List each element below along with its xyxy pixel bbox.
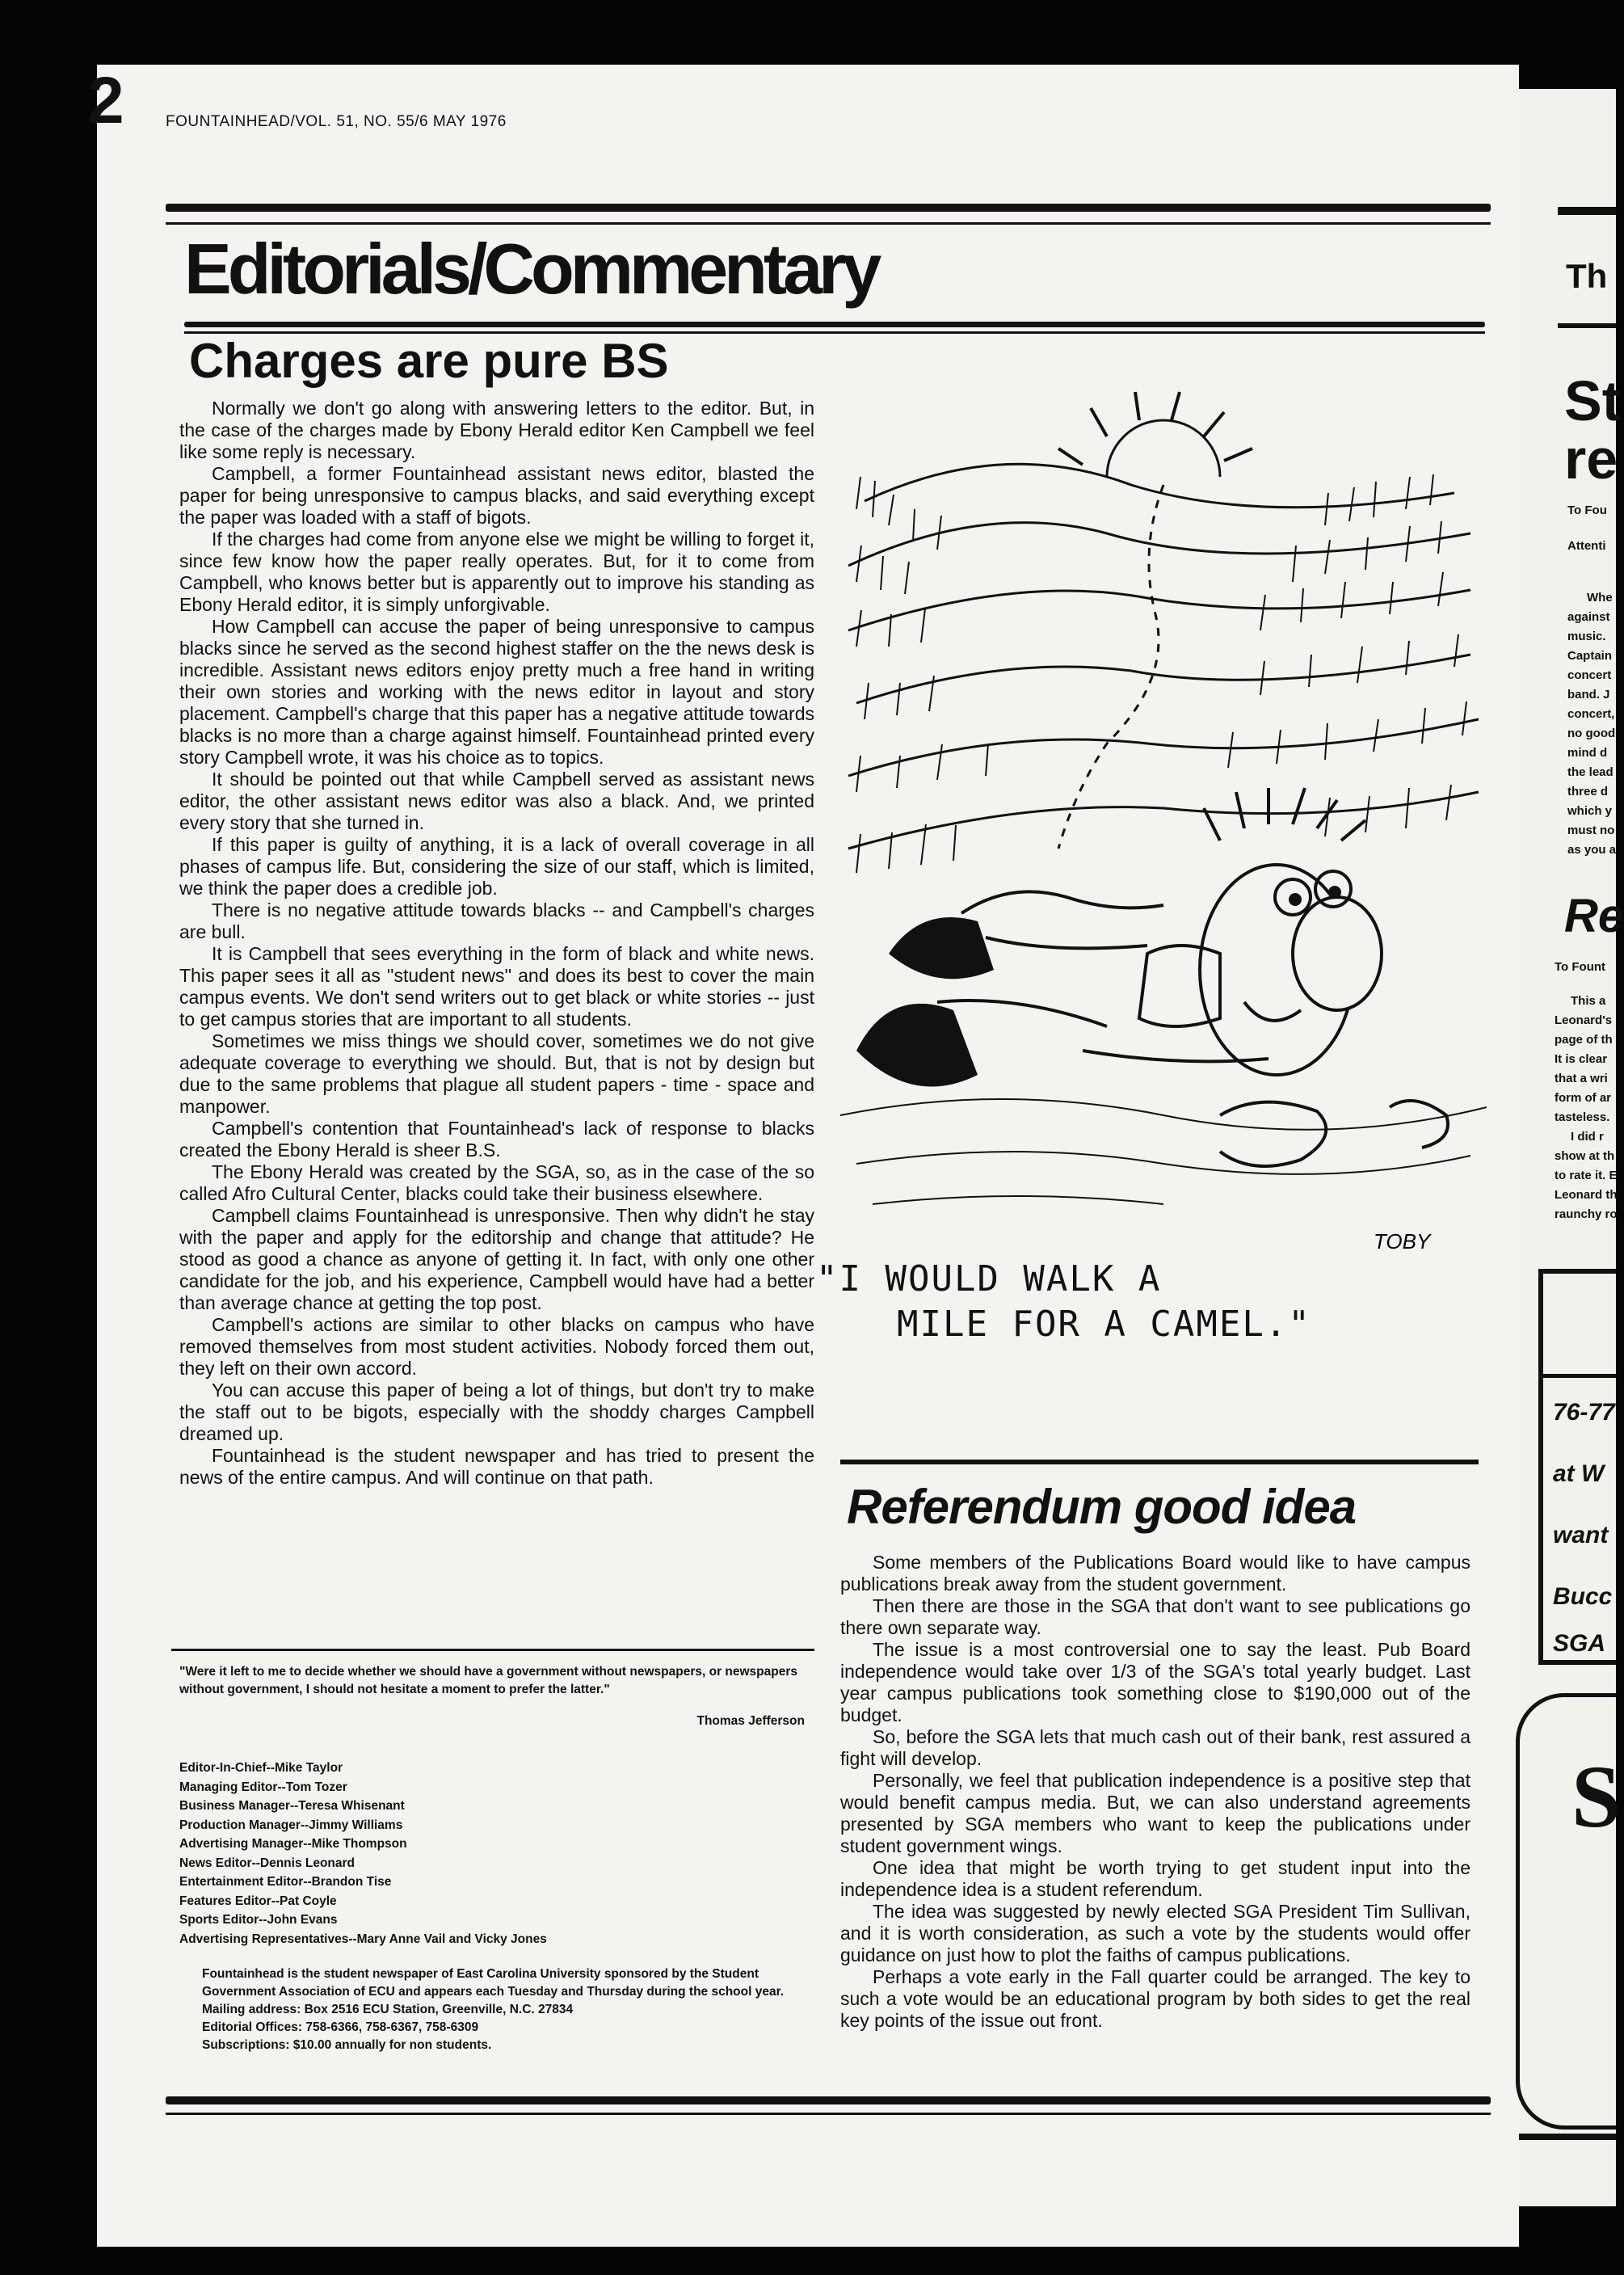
sun [1107,420,1220,477]
editorial-offices: Editorial Offices: 758-6366, 758-6367, 758-6309 [202,2020,479,2034]
cartoonist-signature: TOBY [1374,1229,1431,1253]
editorial-1-headline: Charges are pure BS [189,334,669,388]
masthead-line: Managing Editor--Tom Tozer [179,1780,347,1794]
quote-attribution: Thomas Jefferson [696,1714,805,1728]
paragraph: So, before the SGA lets that much cash out of their bank, rest assured a fight will develop. [840,1726,1470,1769]
masthead-line: Entertainment Editor--Brandon Tise [179,1875,392,1889]
text-line: as you a [1567,843,1617,857]
editorial-2-rule [840,1460,1479,1464]
mailing-address: Mailing address: Box 2516 ECU Station, Greenville, N.C. 27834 [202,2003,574,2016]
bottom-rule [166,2096,1491,2104]
text-line: form of ar [1555,1091,1612,1105]
text-line: I did r [1571,1130,1604,1144]
editorial-2-headline: Referendum good idea [847,1480,1357,1534]
caption-line-1: "I WOULD WALK A [816,1258,1162,1300]
ad-box-divider [1538,1374,1616,1378]
paragraph: There is no negative attitude towards blacks -- and Campbell's charges are bull. [179,899,814,942]
text-line: want [1553,1522,1609,1548]
next-page-header: Th [1566,257,1608,295]
text-line: Leonard's [1555,1013,1613,1027]
subscriptions: Subscriptions: $10.00 annually for non students. [202,2038,492,2052]
text-line: concert [1567,668,1612,682]
next-page-rule-2 [1558,323,1616,328]
text-line: at W [1553,1460,1605,1487]
publication-info [179,1965,806,2054]
text-line: band. J [1567,688,1610,701]
text-line: To Fou [1567,503,1607,517]
text-line: page of th [1555,1033,1613,1047]
next-page-rule [1558,207,1616,215]
paragraph: It should be pointed out that while Campbell served as assistant news editor, the other assistant news editor was also a black. And, we printed every story that she turned in. [179,769,814,833]
text-line: no good [1567,727,1616,740]
text-line: show at th [1555,1149,1615,1163]
paragraph: Campbell, a former Fountainhead assistant news editor, blasted the paper for being unresponsive to campus blacks, and said everything except the paper was loaded with a staff of bigots. [179,463,814,528]
section-rule [184,322,1485,327]
jefferson-quote: "Were it left to me to decide whether we should have a government without newspapers, or newspapers without government, I should not hesitate a moment to prefer the latter." [179,1665,798,1696]
text-line: the lead [1567,765,1613,779]
paragraph: Personally, we feel that publication independence is a positive step that would benefit campus media. But, we can also understand agreements presented by SGA members who want to keep the publications under student government wings. [840,1770,1470,1856]
publication-statement: Fountainhead is the student newspaper of East Carolina University sponsored by the Student Government Association of ECU and appears each Tuesday and Thursday during the school year. [202,1967,785,1999]
paragraph: The issue is a most controversial one to say the least. Pub Board independence would take over 1/3 of the SGA's total yearly budget. Last year campus publications took something close to $190,000 out of the budget. [840,1639,1470,1725]
header-rule [166,204,1491,212]
text-line: Bucc [1553,1583,1613,1610]
text-line: This a [1571,994,1606,1008]
text-line: against [1567,610,1610,624]
paragraph: Sometimes we miss things we should cover, sometimes we do not give adequate coverage to everything we should. But, that is not by design but due to the same problems that plague all student papers - time - space and manpower. [179,1030,814,1117]
masthead-line: Advertising Manager--Mike Thompson [179,1837,407,1851]
text-line: three d [1567,785,1609,798]
masthead-line: Production Manager--Jimmy Williams [179,1818,403,1832]
masthead-line: Editor-In-Chief--Mike Taylor [179,1761,343,1775]
next-page-headline-1: St [1564,369,1621,432]
paragraph: It is Campbell that sees everything in the form of black and white news. This paper sees it all as ''student news'' and does its best to cover the main campus events. We don't send writers out to get black or white stories -- just to get campus stories that are important to all students. [179,943,814,1030]
text-line: concert, [1567,707,1615,721]
masthead-line: Sports Editor--John Evans [179,1913,338,1927]
paragraph: Campbell's contention that Fountainhead's lack of response to blacks created the Ebony Herald is sheer B.S. [179,1118,814,1161]
caption-line-2: MILE FOR A CAMEL." [897,1304,1311,1345]
paragraph: How Campbell can accuse the paper of being unresponsive to campus blacks since he served as the second highest staffer on the the news desk is incredible. Assistant news editors enjoy pretty much a free hand in writing their own stories and working with the news editor in layout and story placement. Campbell's charge that this paper has a negative attitude towards blacks is no more than a charge against himself. Fountainhead printed every story Campbell wrote, it was his choice as to topics. [179,616,814,768]
header-rule-thin [166,222,1491,225]
next-page-letter-2 [1555,958,1618,1224]
text-line: Attenti [1567,539,1606,553]
staff-masthead [179,1759,810,1948]
text-line: tasteless. [1555,1110,1610,1124]
paragraph: If this paper is guilty of anything, it is a lack of overall coverage in all phases of campus life. But, considering the size of our staff, which is limited, we think the paper does a credible job. [179,834,814,899]
paragraph: Then there are those in the SGA that don't want to see publications go there own separate way. [840,1595,1470,1638]
page-number: 2 [87,64,124,137]
quote-rule [171,1649,814,1651]
text-line: mind d [1567,746,1608,760]
text-line: To Fount [1555,960,1606,974]
cartoon-caption [808,1257,1390,1347]
ad-box-text [1553,1382,1615,1660]
paragraph: Perhaps a vote early in the Fall quarter could be arranged. The key to such a vote would be an educational program by both sides to get the real key points of the issue out front. [840,1966,1470,2031]
next-page-headline-2: re [1564,428,1618,491]
cartoon-figure [937,788,1448,1166]
paragraph: Campbell claims Fountainhead is unresponsive. Then why didn't he stay with the paper and apply for the editorship and change that attitude? He stood as good a chance as anyone of getting it. In fact, with only one other candidate for the job, and his experience, Campbell would have had a better than average chance at getting the top post. [179,1205,814,1313]
next-page-bottom-rule [1519,2134,1616,2140]
paragraph: You can accuse this paper of being a lot of things, but don't try to make the staff out to be bigots, especially with the shoddy charges Campbell dreamed up. [179,1380,814,1444]
text-line: SGA [1553,1630,1606,1657]
hill [865,464,1454,507]
section-title: Editorials/Commentary [184,229,878,309]
next-page-letter-1 [1567,501,1616,860]
folio-line: FOUNTAINHEAD/VOL. 51, NO. 55/6 MAY 1976 [166,113,507,130]
text-line: Captain [1567,649,1613,663]
editorial-1-body [179,398,814,1489]
paragraph: The Ebony Herald was created by the SGA, so, as in the case of the so called Afro Cultural Center, blacks could take their business elsewhere. [179,1161,814,1204]
masthead-line: Features Editor--Pat Coyle [179,1894,337,1908]
masthead-line: News Editor--Dennis Leonard [179,1856,356,1870]
paragraph: Normally we don't go along with answering letters to the editor. But, in the case of the charges made by Ebony Herald editor Ken Campbell we feel like some reply is necessary. [179,398,814,462]
paragraph: The idea was suggested by newly elected SGA President Tim Sullivan, and it is worth consideration, as such a vote by the students would offer guidance on just how to plot the faiths of campus publications. [840,1901,1470,1965]
masthead-line: Advertising Representatives--Mary Anne Vail and Vicky Jones [179,1932,547,1946]
bottom-rule-thin [166,2113,1491,2115]
text-line: 76-77 [1553,1399,1615,1426]
next-page-bottom-letter: S [1571,1747,1622,1846]
text-line: music. [1567,630,1606,643]
paragraph: One idea that might be worth trying to get student input into the independence idea is a student referendum. [840,1857,1470,1900]
text-line: must no [1567,824,1615,837]
paragraph: If the charges had come from anyone else we might be willing to forget it, since few know how the paper really operates. But, for it to come from Campbell, who knows better but is apparently out to improve his standing as Ebony Herald editor, it is simply unforgivable. [179,529,814,615]
next-page-headline-3: Re [1564,890,1624,942]
masthead-line: Business Manager--Teresa Whisenant [179,1799,405,1813]
paragraph: Some members of the Publications Board would like to have campus publications break away from the student government. [840,1552,1470,1595]
editorial-2-body [840,1552,1470,2032]
text-line: that a wri [1555,1072,1608,1085]
text-line: Whe [1587,591,1613,605]
text-line: which y [1567,804,1613,818]
text-line: to rate it. E [1555,1169,1618,1182]
paragraph: Fountainhead is the student newspaper and has tried to present the news of the entire campus. And will continue on that path. [179,1445,814,1488]
text-line: raunchy ro [1555,1207,1618,1221]
camel-cartoon-illustration [840,388,1487,1261]
text-line: It is clear [1555,1052,1608,1066]
text-line: Leonard th [1555,1188,1618,1202]
paragraph: Campbell's actions are similar to other blacks on campus who have removed themselves from most student activities. Nobody forced them out, they left on their own accord. [179,1314,814,1379]
